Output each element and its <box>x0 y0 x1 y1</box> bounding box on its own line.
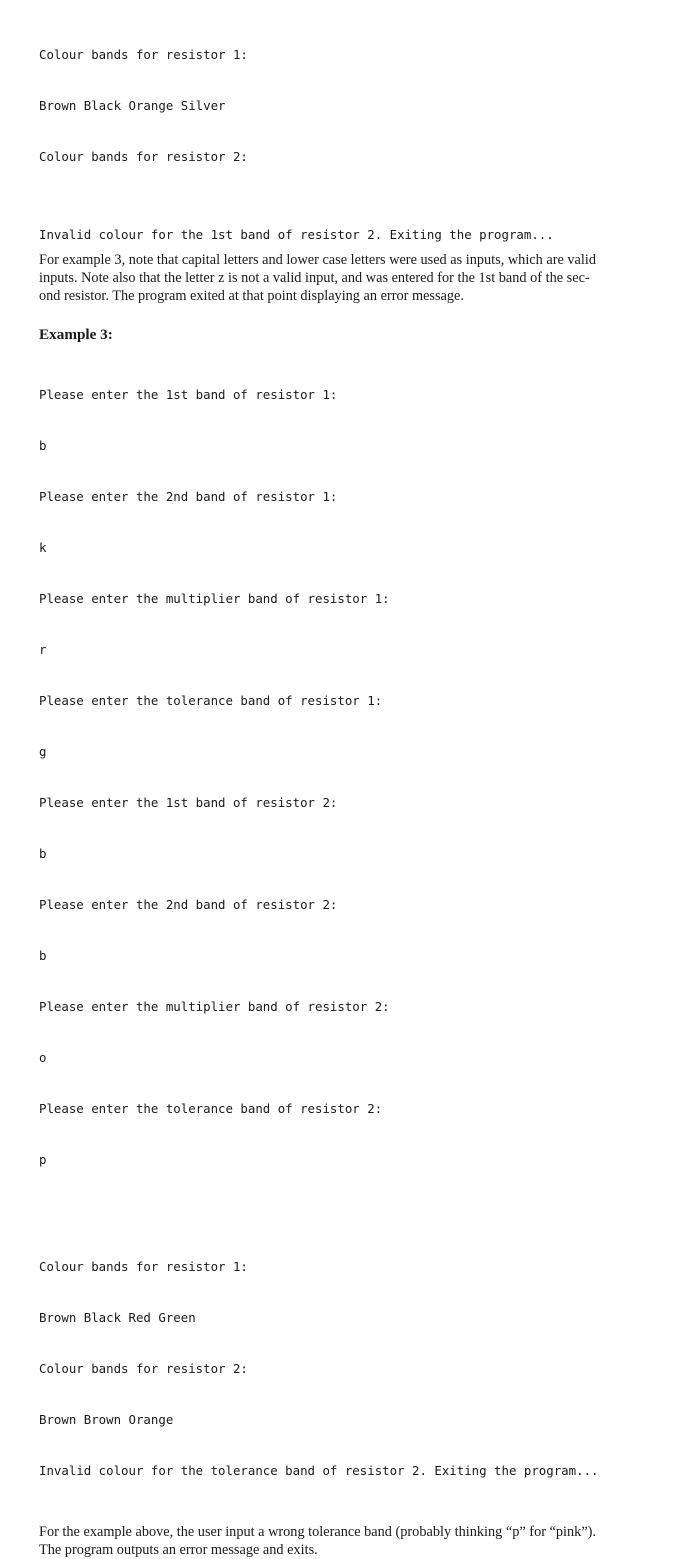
top-error-line: Invalid colour for the 1st band of resistor 2. Exiting the program... <box>39 227 554 242</box>
example-heading: Example 3: <box>39 326 113 343</box>
document-page <box>39 10 664 1559</box>
input-line: b <box>39 438 47 453</box>
input-line: b <box>39 846 47 861</box>
paragraph-line: ond resistor. The program exited at that point displaying an error message. <box>39 288 464 304</box>
output-line: Colour bands for resistor 2: <box>39 1361 248 1376</box>
example-output-block <box>39 1224 664 1513</box>
paragraph-example-3-note <box>39 251 664 305</box>
prompt-line: Please enter the multiplier band of resistor 1: <box>39 591 390 606</box>
output-line: Colour bands for resistor 1: <box>39 1259 248 1274</box>
prompt-line: Please enter the 2nd band of resistor 1: <box>39 489 338 504</box>
input-line: o <box>39 1050 47 1065</box>
prompt-line: Please enter the 1st band of resistor 1: <box>39 387 338 402</box>
input-line: b <box>39 948 47 963</box>
output-line: Colour bands for resistor 1: <box>39 47 248 62</box>
paragraph-line: For the example above, the user input a wrong tolerance band (probably thinking “p” for “pink”). <box>39 1524 596 1540</box>
paragraph-line: The program outputs an error message and exits. <box>39 1542 318 1558</box>
paragraph-example-explanation <box>39 1523 664 1559</box>
output-line: Brown Black Orange Silver <box>39 98 226 113</box>
error-line: Invalid colour for the tolerance band of resistor 2. Exiting the program... <box>39 1463 599 1478</box>
prompt-line: Please enter the tolerance band of resistor 1: <box>39 693 383 708</box>
prompt-line: Please enter the multiplier band of resistor 2: <box>39 999 390 1014</box>
input-line: g <box>39 744 47 759</box>
example-session-block <box>39 352 664 1202</box>
output-line: Colour bands for resistor 2: <box>39 149 248 164</box>
output-line: Brown Black Red Green <box>39 1310 196 1325</box>
input-line: p <box>39 1152 47 1167</box>
prompt-line: Please enter the 1st band of resistor 2: <box>39 795 338 810</box>
input-line: k <box>39 540 47 555</box>
prompt-line: Please enter the 2nd band of resistor 2: <box>39 897 338 912</box>
prompt-line: Please enter the tolerance band of resistor 2: <box>39 1101 383 1116</box>
top-output-block <box>39 12 664 199</box>
output-line: Brown Brown Orange <box>39 1412 174 1427</box>
paragraph-line: inputs. Note also that the letter z is not a valid input, and was entered for the 1st band of the sec- <box>39 270 590 286</box>
input-line: r <box>39 642 47 657</box>
paragraph-line: For example 3, note that capital letters and lower case letters were used as inputs, which are valid <box>39 252 596 268</box>
